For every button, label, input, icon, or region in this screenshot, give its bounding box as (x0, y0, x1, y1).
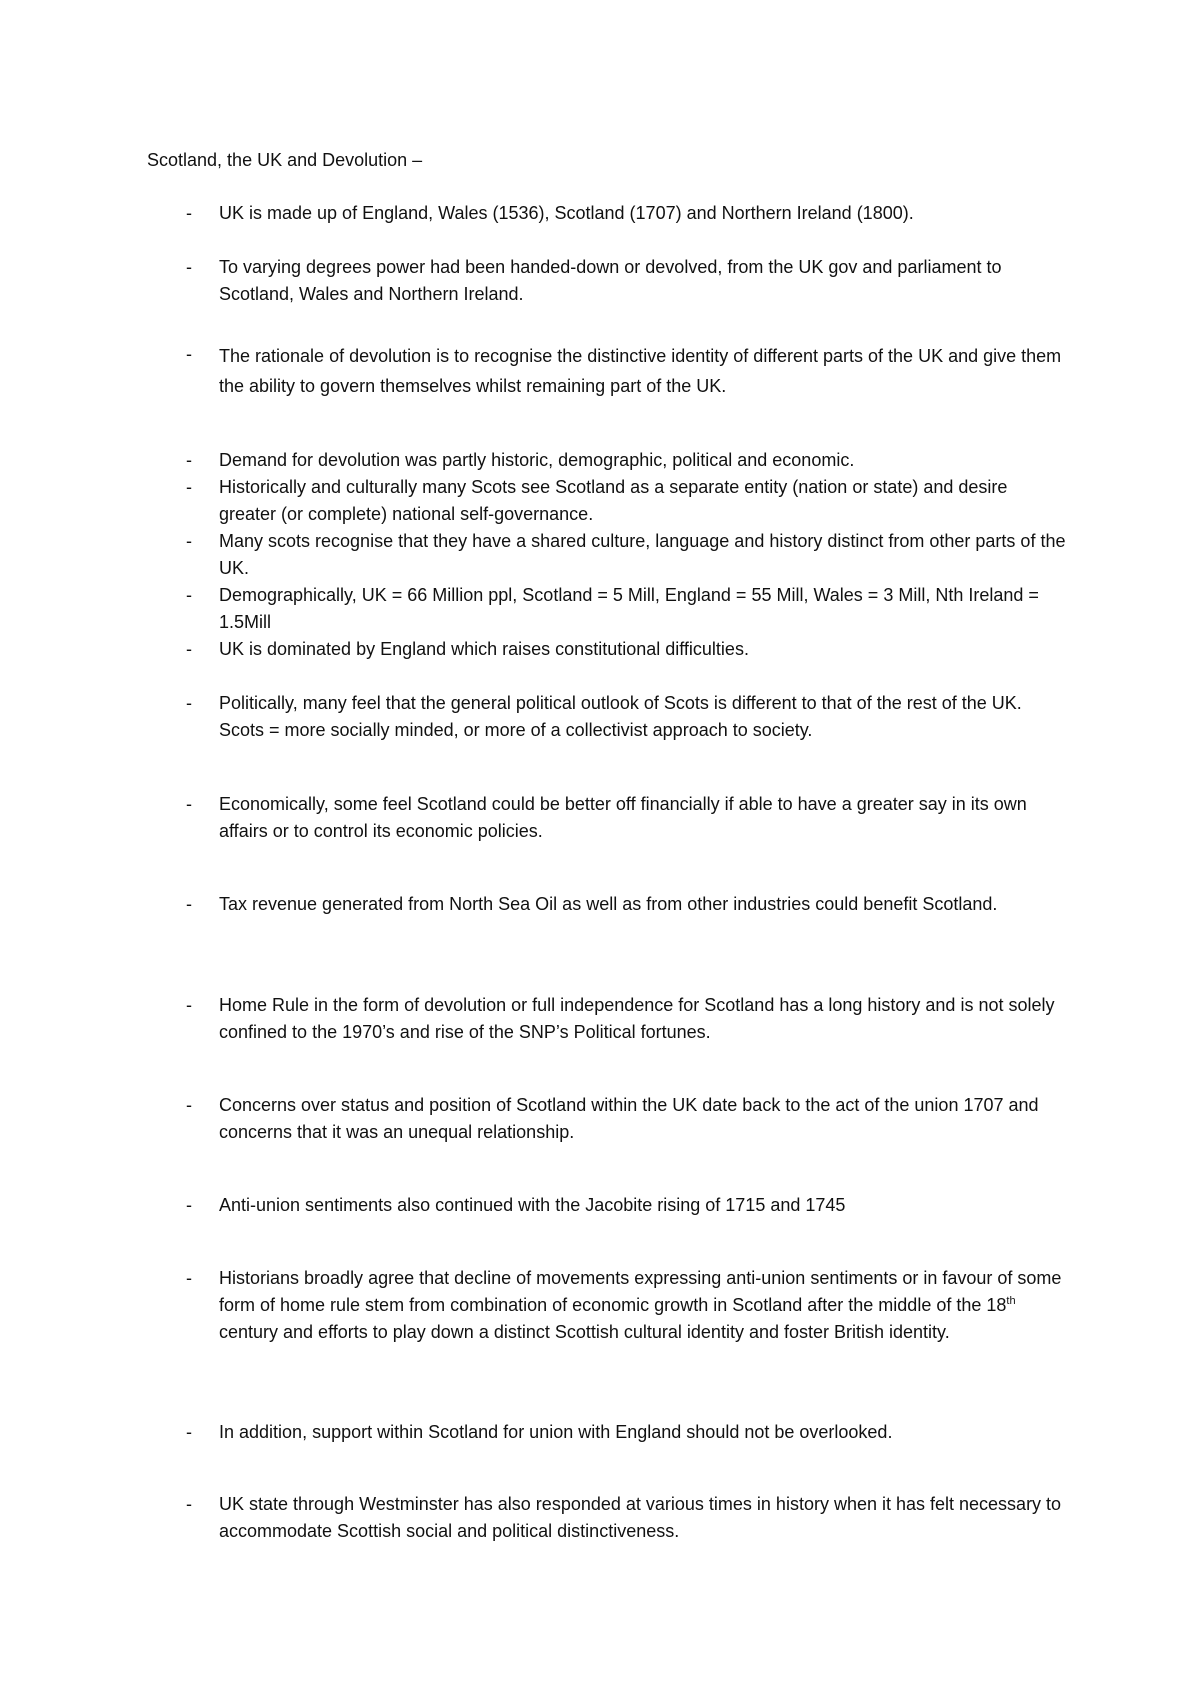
bullet-dash: - (186, 995, 192, 1015)
ordinal-superscript: th (1006, 1295, 1016, 1307)
bullet-text: The rationale of devolution is to recognise the distinctive identity of different parts of the UK and give them the ability to govern themselves whilst remaining part of the UK. (219, 346, 1062, 396)
bullet-text: Politically, many feel that the general political outlook of Scots is different to that of the rest of the UK. Scots = more socially minded, or more of a collectivist approach to society. (219, 693, 1022, 740)
bullet-dash: - (186, 585, 192, 605)
bullet-dash: - (186, 257, 192, 277)
bullet-dash: - (186, 477, 192, 497)
bullet-text: Demographically, UK = 66 Million ppl, Scotland = 5 Mill, England = 55 Mill, Wales = 3 Mill, Nth Ireland = 1.5Mill (219, 585, 1039, 632)
bullet-text: Economically, some feel Scotland could be better off financially if able to have a greater say in its own affairs or to control its economic policies. (219, 794, 1027, 841)
bullet-text: Many scots recognise that they have a shared culture, language and history distinct from other parts of the UK. (219, 531, 1066, 578)
bullet-text: Tax revenue generated from North Sea Oil as well as from other industries could benefit Scotland. (219, 894, 998, 914)
bullet-dash: - (186, 794, 192, 814)
bullet-text (219, 1265, 1069, 1346)
bullet-text: UK state through Westminster has also responded at various times in history when it has felt necessary to accommodate Scottish social and political distinctiveness. (219, 1494, 1062, 1541)
bullet-dash: - (186, 1422, 192, 1442)
bullet-text: In addition, support within Scotland for union with England should not be overlooked. (219, 1422, 893, 1442)
text-segment: Historians broadly agree that decline of movements expressing anti-union sentiments or in favour of some form of home rule stem from combination of economic growth in Scotland after the middle of the 18 (219, 1268, 1062, 1315)
bullet-dash: - (186, 693, 192, 713)
bullet-dash: - (186, 203, 192, 223)
bullet-text: Demand for devolution was partly historic, demographic, political and economic. (219, 450, 855, 470)
bullet-text: Home Rule in the form of devolution or full independence for Scotland has a long history and is not solely confined to the 1970’s and rise of the SNP’s Political fortunes. (219, 995, 1055, 1042)
document-title: Scotland, the UK and Devolution – (147, 150, 423, 170)
bullet-dash: - (186, 894, 192, 914)
bullet-text: UK is dominated by England which raises constitutional difficulties. (219, 639, 749, 659)
bullet-dash: - (186, 1195, 192, 1215)
bullet-text: Concerns over status and position of Scotland within the UK date back to the act of the union 1707 and concerns that it was an unequal relationship. (219, 1095, 1039, 1142)
bullet-dash: - (186, 531, 192, 551)
bullet-text: UK is made up of England, Wales (1536), Scotland (1707) and Northern Ireland (1800). (219, 203, 914, 223)
bullet-text: To varying degrees power had been handed-down or devolved, from the UK gov and parliament to Scotland, Wales and Northern Ireland. (219, 257, 1002, 304)
bullet-text: Anti-union sentiments also continued with the Jacobite rising of 1715 and 1745 (219, 1195, 846, 1215)
bullet-dash: - (186, 1268, 192, 1288)
bullet-dash: - (186, 1494, 192, 1514)
bullet-dash: - (186, 1095, 192, 1115)
bullet-dash: - (186, 639, 192, 659)
text-segment: century and efforts to play down a distinct Scottish cultural identity and foster British identity. (219, 1322, 950, 1342)
bullet-text: Historically and culturally many Scots see Scotland as a separate entity (nation or state) and desire greater (or complete) national self-governance. (219, 477, 1008, 524)
bullet-dash: - (186, 344, 192, 364)
bullet-dash: - (186, 450, 192, 470)
